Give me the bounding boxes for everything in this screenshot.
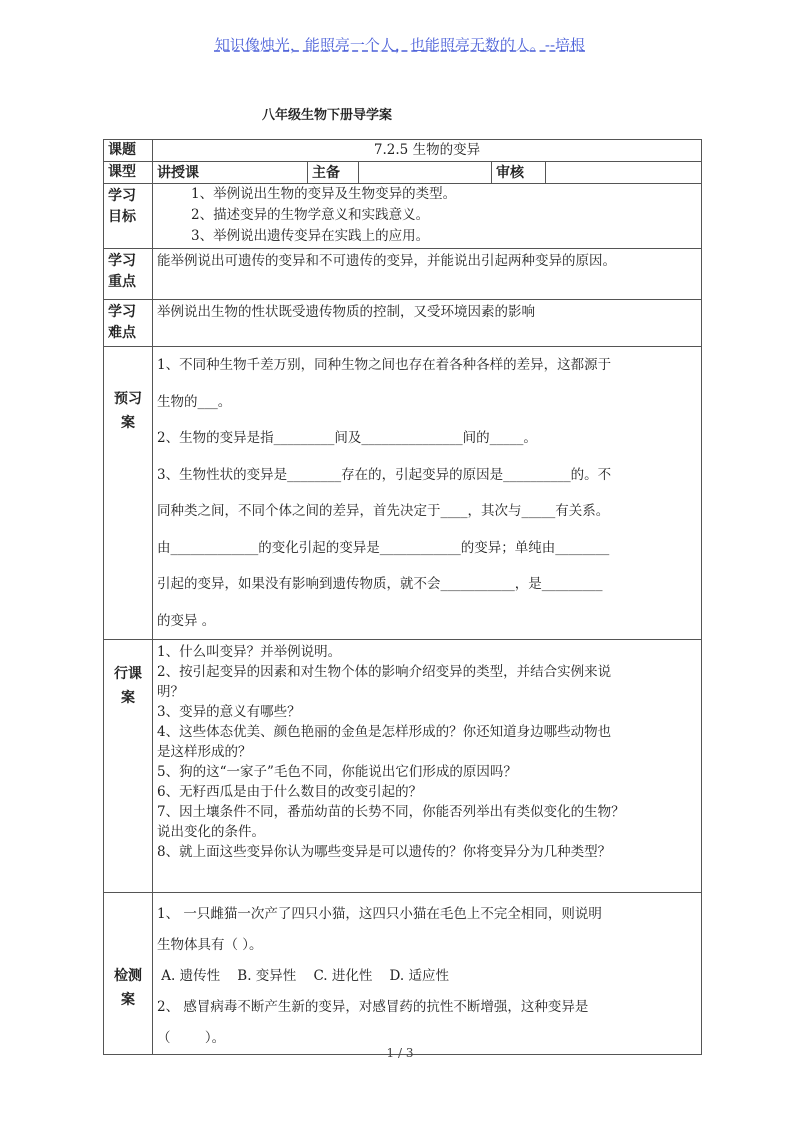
check-line: 2、 感冒病毒不断产生新的变异，对感冒药的抗性不断增强，这种变异是 bbox=[157, 999, 589, 1015]
lesson-label: 行课案 bbox=[104, 640, 153, 893]
prep-value bbox=[359, 162, 492, 184]
goal-item: 1、举例说出生物的变异及生物变异的类型。 bbox=[191, 186, 457, 202]
page-number: 1 / 3 bbox=[386, 1046, 414, 1060]
preview-line: 3、生物性状的变异是________存在的，引起变异的原因是__________的。不 bbox=[157, 466, 612, 483]
key-points-label: 学习重点 bbox=[104, 249, 153, 300]
review-label: 审核 bbox=[492, 162, 546, 184]
check-line: 生物体具有（ ）。 bbox=[157, 937, 263, 953]
check-line: 1、 一只雌猫一次产了四只小猫，这四只小猫在毛色上不完全相同，则说明 bbox=[157, 906, 602, 922]
lesson-line: 说出变化的条件。 bbox=[157, 824, 265, 840]
lesson-line: 8、就上面这些变异你认为哪些变异是可以遗传的？你将变异分为几种类型？ bbox=[157, 844, 612, 860]
lesson-line: 7、因土壤条件不同，番茄幼苗的长势不同，你能否列举出有类似变化的生物？ bbox=[157, 804, 625, 820]
review-value bbox=[546, 162, 702, 184]
lesson-plan-table bbox=[103, 139, 702, 1055]
lesson-line: 1、什么叫变异？并举例说明。 bbox=[157, 644, 342, 660]
difficulty-text: 举例说出生物的性状既受遗传物质的控制，又受环境因素的影响 bbox=[153, 300, 702, 347]
topic-value: 7.2.5 生物的变异 bbox=[153, 140, 702, 162]
check-label: 检测案 bbox=[104, 893, 153, 1055]
check-section bbox=[153, 893, 702, 1055]
preview-line: 的变异 。 bbox=[157, 612, 216, 629]
preview-line: 2、生物的变异是指_________间及_______________间的_____。 bbox=[157, 430, 537, 446]
check-line: A. 遗传性 B. 变异性 C. 进化性 D. 适应性 bbox=[157, 968, 449, 984]
goal-item: 2、描述变异的生物学意义和实践意义。 bbox=[191, 207, 430, 223]
lesson-line: 6、无籽西瓜是由于什么数目的改变引起的？ bbox=[157, 784, 423, 800]
lesson-line: 5、狗的这“一家子”毛色不同，你能说出它们形成的原因吗？ bbox=[157, 764, 517, 780]
preview-line: 引起的变异，如果没有影响到遗传物质，就不会___________，是_________ bbox=[157, 576, 603, 592]
goal-item: 3、举例说出遗传变异在实践上的应用。 bbox=[191, 228, 430, 244]
lesson-line: 2、按引起变异的因素和对生物个体的影响介绍变异的类型，并结合实例来说 bbox=[157, 664, 612, 680]
preview-section bbox=[153, 347, 702, 640]
type-label: 课型 bbox=[104, 162, 153, 184]
goals-list bbox=[153, 184, 702, 249]
topic-label: 课题 bbox=[104, 140, 153, 162]
prep-label: 主备 bbox=[308, 162, 359, 184]
lesson-section bbox=[153, 640, 702, 893]
preview-label: 预习案 bbox=[104, 347, 153, 640]
header-motto-link[interactable]: 知识像烛光，能照亮一个人，也能照亮无数的人。--培根 bbox=[214, 36, 586, 54]
preview-line: 1、不同种生物千差万别，同种生物之间也存在着各种各样的差异，这都源于 bbox=[157, 357, 612, 373]
check-line: （ ）。 bbox=[157, 1030, 226, 1046]
key-points-text: 能举例说出可遗传的变异和不可遗传的变异，并能说出引起两种变异的原因。 bbox=[153, 249, 702, 300]
goals-label: 学习目标 bbox=[104, 184, 153, 249]
preview-line: 同种类之间，不同个体之间的差异，首先决定于____，其次与_____有关系。 bbox=[157, 503, 610, 519]
preview-line: 由_____________的变化引起的变异是____________的变异；单纯由________ bbox=[157, 539, 610, 556]
lesson-line: 3、变异的意义有哪些？ bbox=[157, 704, 301, 720]
lesson-line: 是这样形成的？ bbox=[157, 744, 252, 760]
preview-line: 生物的___。 bbox=[157, 393, 232, 410]
type-value: 讲授课 bbox=[153, 162, 308, 184]
lesson-line: 明？ bbox=[157, 684, 184, 700]
difficulty-label: 学习难点 bbox=[104, 300, 153, 347]
document-title: 八年级生物下册导学案 bbox=[262, 108, 393, 123]
lesson-line: 4、这些体态优美、颜色艳丽的金鱼是怎样形成的？你还知道身边哪些动物也 bbox=[157, 724, 612, 740]
